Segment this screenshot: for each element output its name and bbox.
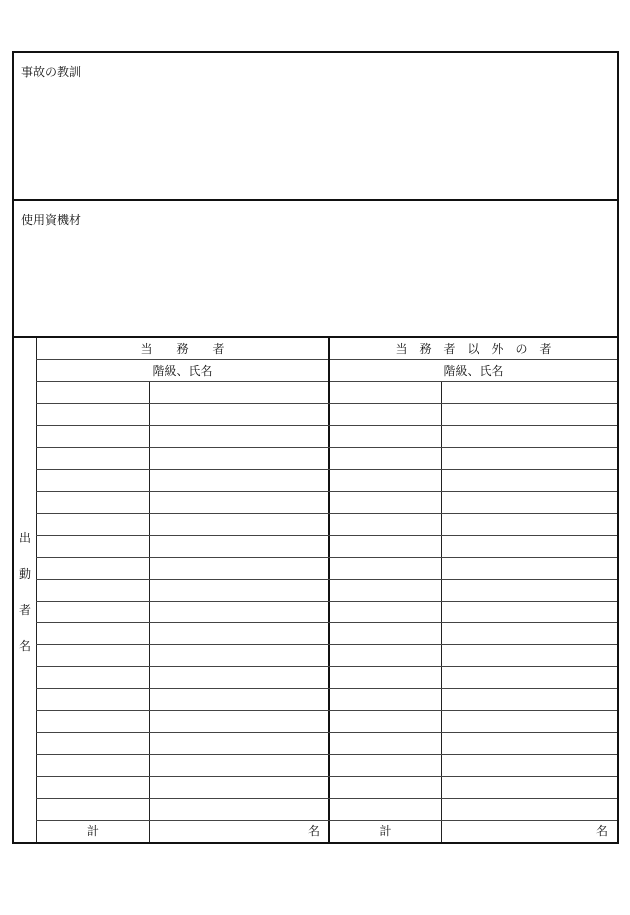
table-row-divider xyxy=(36,579,617,580)
side-label-char: 名 xyxy=(18,639,31,653)
table-row-divider xyxy=(36,557,617,558)
off-duty-total-label: 計 xyxy=(379,824,392,838)
lesson-label: 事故の教訓 xyxy=(21,65,82,79)
header-divider xyxy=(36,381,617,382)
off-duty-column-divider xyxy=(441,382,442,842)
table-row-divider xyxy=(36,732,617,733)
table-row-divider xyxy=(36,688,617,689)
off-duty-rank-name-label: 階級、氏名 xyxy=(443,364,504,378)
table-row-divider xyxy=(36,776,617,777)
dispatch-roster-table xyxy=(12,336,619,844)
equipment-label: 使用資機材 xyxy=(21,213,82,227)
on-duty-column-divider xyxy=(149,382,150,842)
on-duty-count-suffix: 名 xyxy=(307,824,320,838)
side-label-divider xyxy=(36,338,37,842)
table-row-divider xyxy=(36,513,617,514)
table-row-divider xyxy=(36,491,617,492)
off-duty-header: 当 務 者 以 外 の 者 xyxy=(395,342,552,356)
side-label-char: 者 xyxy=(18,603,31,617)
table-row-divider xyxy=(36,601,617,602)
table-row-divider xyxy=(36,425,617,426)
table-row-divider xyxy=(36,644,617,645)
center-divider xyxy=(328,338,330,842)
table-row-divider xyxy=(36,710,617,711)
table-row-divider xyxy=(36,469,617,470)
table-row-divider xyxy=(36,666,617,667)
equipment-section[interactable] xyxy=(12,199,619,338)
table-row-divider xyxy=(36,535,617,536)
on-duty-total-label: 計 xyxy=(86,824,99,838)
table-row-divider xyxy=(36,622,617,623)
on-duty-rank-name-label: 階級、氏名 xyxy=(152,364,213,378)
table-row-divider xyxy=(36,754,617,755)
table-row-divider xyxy=(36,403,617,404)
side-label-char: 動 xyxy=(18,567,31,581)
lesson-section[interactable] xyxy=(12,51,619,201)
on-duty-header: 当 務 者 xyxy=(140,342,225,356)
header-divider xyxy=(36,359,617,360)
table-row-divider xyxy=(36,798,617,799)
off-duty-count-suffix: 名 xyxy=(595,824,608,838)
table-row-divider xyxy=(36,447,617,448)
side-label-char: 出 xyxy=(18,531,31,545)
